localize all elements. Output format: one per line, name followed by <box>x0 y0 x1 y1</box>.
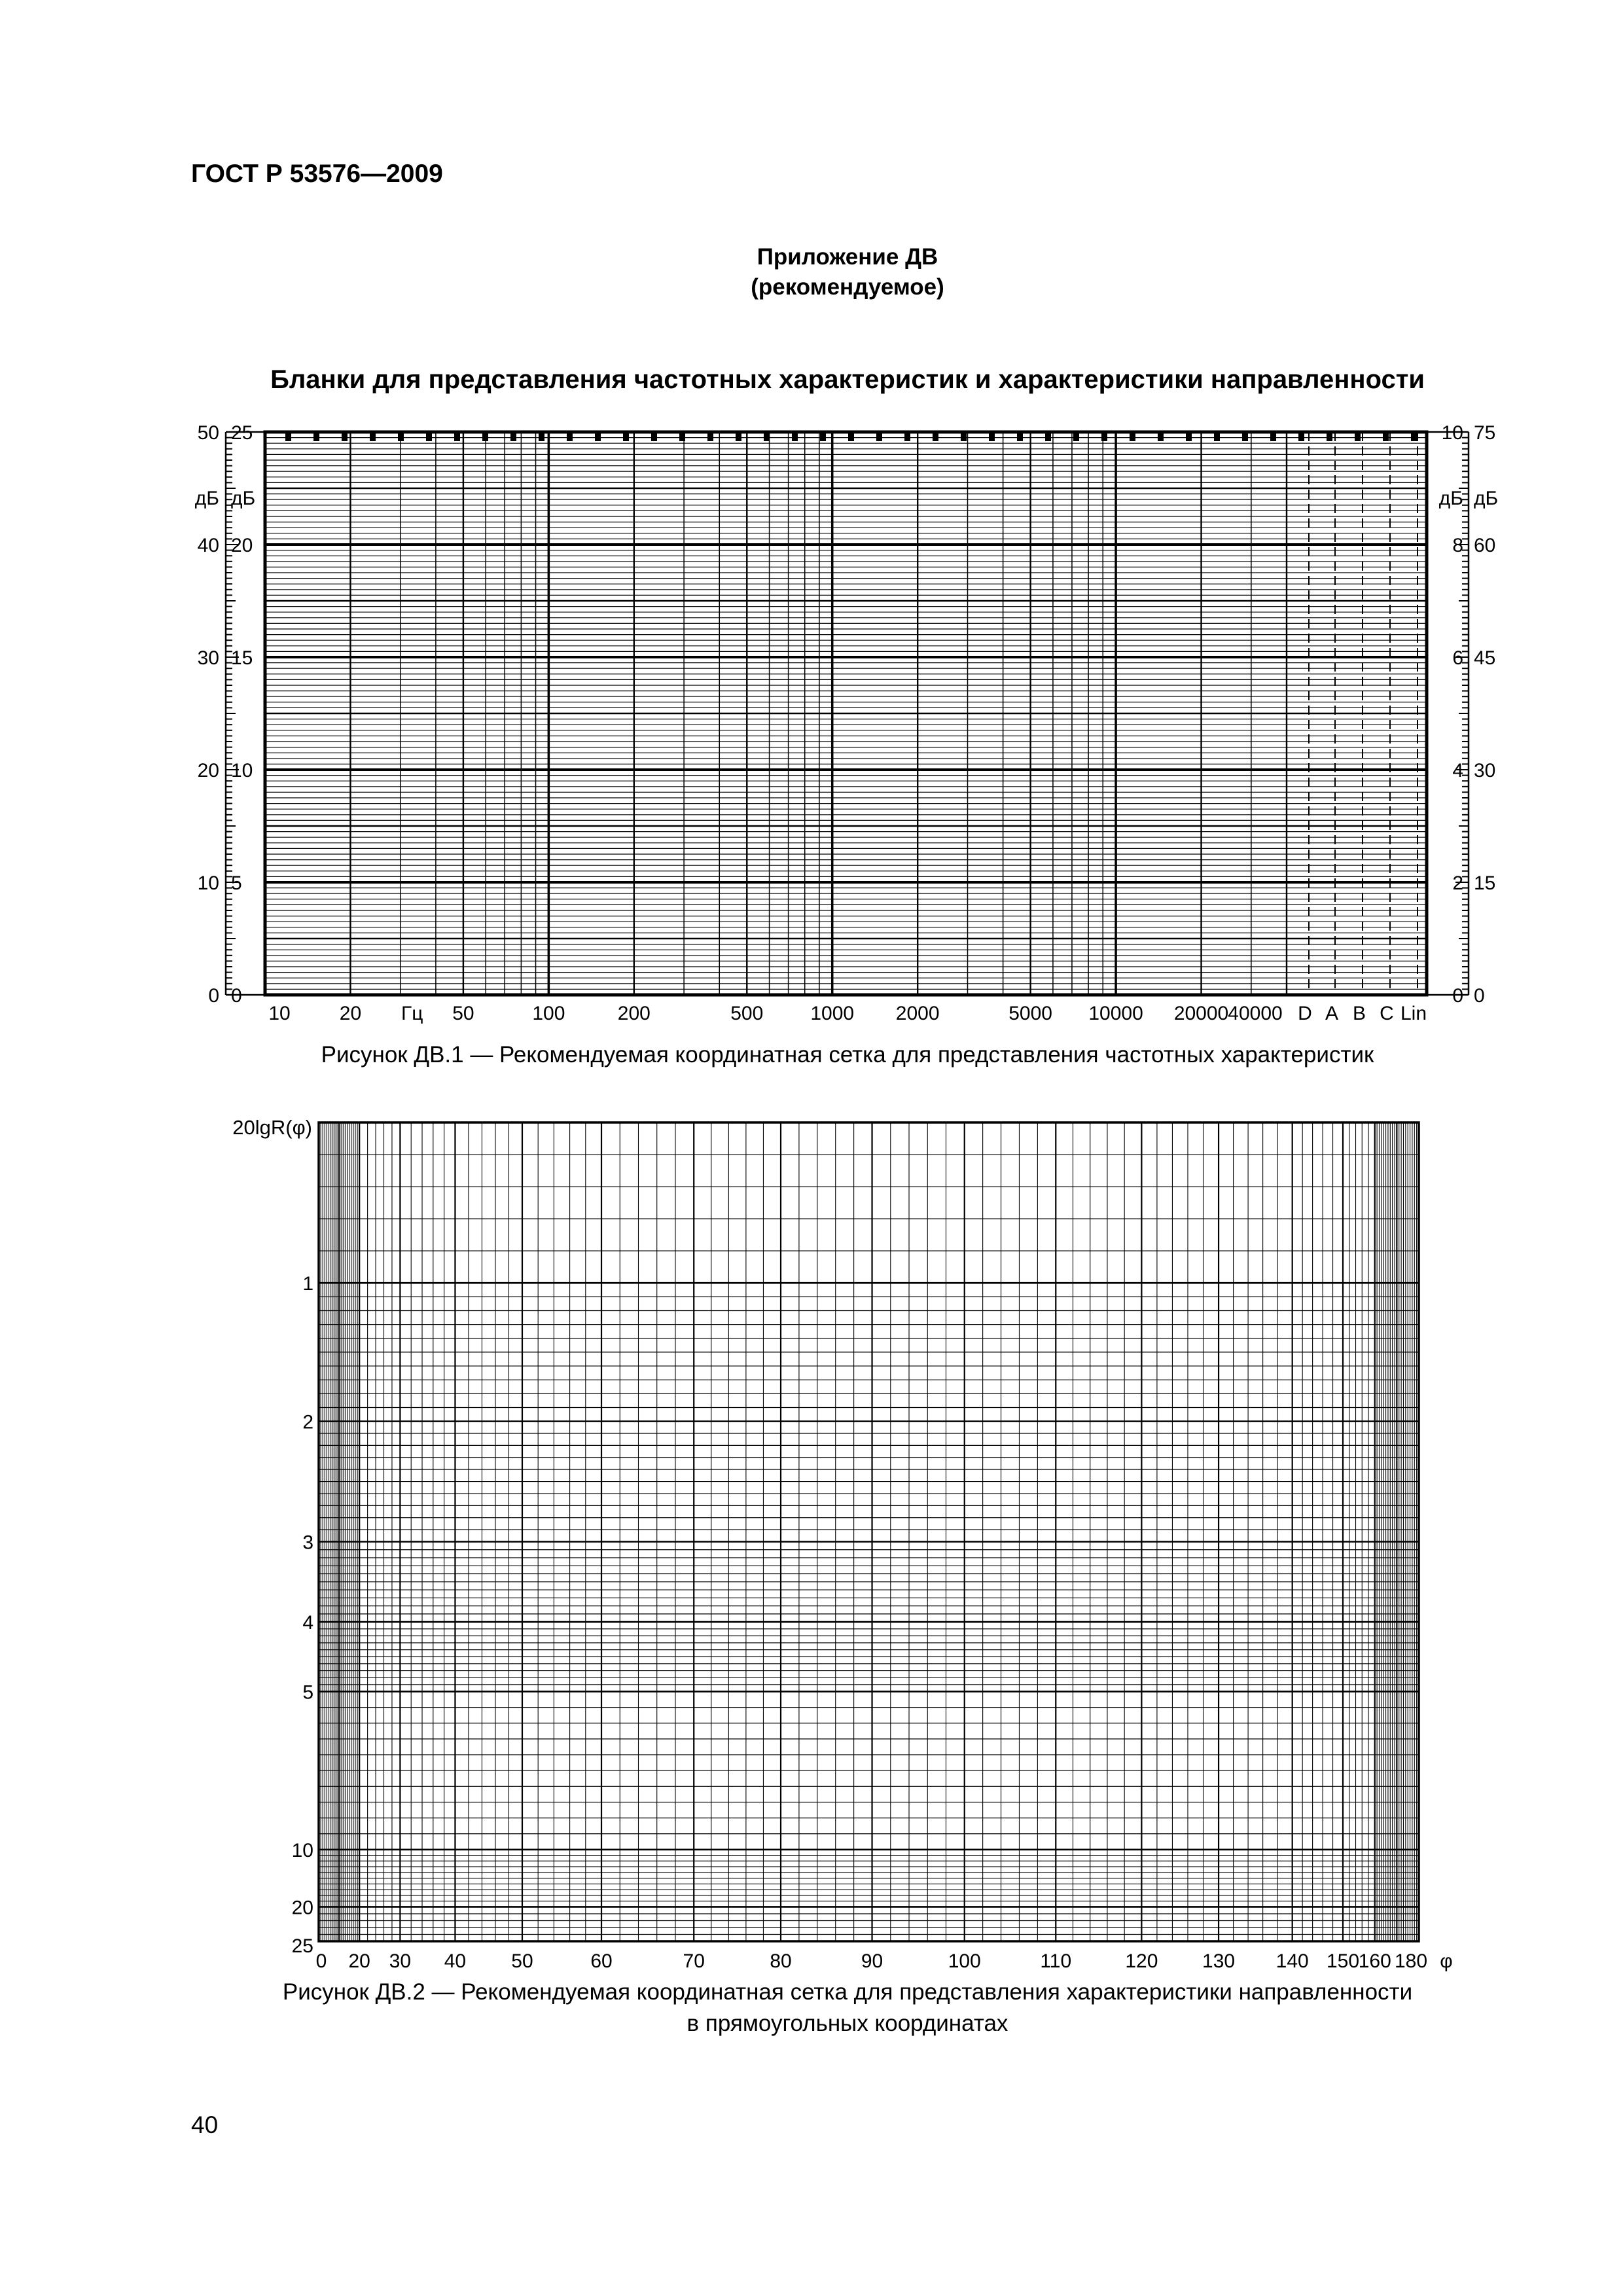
appendix-title: Приложение ДВ <box>757 244 938 270</box>
appendix-subtitle: (рекомендуемое) <box>751 274 944 300</box>
x-tick-label: 90 <box>861 1950 883 1972</box>
x-tick-label: 70 <box>683 1950 705 1972</box>
y-tick-label: 3 <box>302 1532 313 1554</box>
right-outer-scale-label: 75 <box>1474 422 1496 444</box>
y-tick-label: 20 <box>291 1897 313 1919</box>
x-tick-label: 50 <box>511 1950 533 1972</box>
frequency-tick-label: Гц <box>401 1003 423 1024</box>
x-tick-label: 150 <box>1326 1950 1360 1972</box>
directivity-grid-labels <box>232 1116 1452 1972</box>
frequency-tick-label: 40000 <box>1228 1003 1283 1024</box>
right-inner-scale-label: дБ <box>1438 488 1463 509</box>
figure2-caption <box>0 1977 1623 2039</box>
right-inner-scale-label: 8 <box>1452 535 1463 556</box>
y-tick-label: 10 <box>291 1839 313 1861</box>
frequency-tick-label: 2000 <box>895 1003 940 1024</box>
x-tick-label: 20 <box>348 1950 370 1972</box>
left-inner-scale-label: 5 <box>231 872 242 894</box>
frequency-tick-label: 5000 <box>1008 1003 1053 1024</box>
left-inner-scale-label: дБ <box>231 488 256 509</box>
right-outer-scale-label: 15 <box>1474 872 1496 894</box>
band-label: Lin <box>1400 1003 1427 1024</box>
right-outer-scale-label: 45 <box>1474 647 1496 669</box>
y-tick-label: 5 <box>302 1681 313 1704</box>
left-inner-scale-label: 20 <box>231 535 253 556</box>
left-outer-scale-label: 0 <box>208 985 219 1007</box>
page-number: 40 <box>191 2111 219 2138</box>
right-outer-scale-label: дБ <box>1474 488 1499 509</box>
right-outer-scale-label: 30 <box>1474 760 1496 781</box>
band-label: C <box>1380 1003 1394 1024</box>
frequency-tick-label: 200 <box>617 1003 651 1024</box>
x-tick-label: 160 <box>1358 1950 1391 1972</box>
x-unit-label: φ <box>1440 1950 1453 1972</box>
band-label: D <box>1298 1003 1312 1024</box>
left-inner-scale-label: 10 <box>231 760 253 781</box>
x-tick-label: 180 <box>1394 1950 1428 1972</box>
x-tick-label: 60 <box>590 1950 613 1972</box>
right-outer-scale-label: 60 <box>1474 535 1496 556</box>
section-title: Бланки для представления частотных характеристик и характеристики направленности <box>270 365 1425 394</box>
left-outer-scale-label: 40 <box>197 535 219 556</box>
frequency-tick-label: 10 <box>268 1003 291 1024</box>
frequency-tick-label: 500 <box>730 1003 764 1024</box>
x-tick-label: 140 <box>1275 1950 1309 1972</box>
y-axis-title: 20lgR(φ) <box>232 1116 312 1139</box>
left-outer-scale-label: 30 <box>197 647 219 669</box>
right-inner-scale-label: 4 <box>1452 760 1463 781</box>
x-tick-label: 80 <box>770 1950 792 1972</box>
right-outer-scale-label: 0 <box>1474 985 1485 1007</box>
x-tick-label: 30 <box>389 1950 412 1972</box>
band-label: B <box>1352 1003 1366 1024</box>
left-outer-scale-label: 50 <box>197 422 219 444</box>
document-id: ГОСТ Р 53576—2009 <box>191 160 443 188</box>
left-outer-scale-label: дБ <box>194 488 219 509</box>
left-inner-scale-label: 15 <box>231 647 253 669</box>
frequency-tick-label: 20000 <box>1173 1003 1229 1024</box>
y-tick-label: 4 <box>302 1612 313 1634</box>
frequency-tick-label: 50 <box>452 1003 474 1024</box>
frequency-tick-label: 10000 <box>1088 1003 1143 1024</box>
frequency-tick-label: 1000 <box>810 1003 855 1024</box>
frequency-tick-label: 20 <box>339 1003 362 1024</box>
right-inner-scale-label: 10 <box>1441 422 1463 444</box>
left-outer-scale-label: 10 <box>197 872 219 894</box>
x-tick-label: 110 <box>1040 1950 1072 1972</box>
x-tick-label: 130 <box>1202 1950 1236 1972</box>
right-inner-scale-label: 0 <box>1452 985 1463 1007</box>
right-inner-scale-label: 6 <box>1452 647 1463 669</box>
right-inner-scale-label: 2 <box>1452 872 1463 894</box>
x-tick-label: 0 <box>315 1950 327 1972</box>
grid-frame <box>319 1122 1419 1941</box>
left-inner-scale-label: 0 <box>231 985 242 1007</box>
directivity-grid-lines <box>319 1122 1419 1941</box>
y-tick-label: 1 <box>302 1273 313 1295</box>
frequency-tick-label: 100 <box>532 1003 565 1024</box>
figure2-caption-line1: Рисунок ДВ.2 — Рекомендуемая координатная сетка для представления характеристики направленности <box>282 1979 1413 2005</box>
y-tick-label: 25 <box>291 1935 313 1957</box>
y-tick-label: 2 <box>302 1411 313 1433</box>
x-tick-label: 120 <box>1125 1950 1158 1972</box>
x-tick-label: 40 <box>444 1950 467 1972</box>
left-outer-scale-label: 20 <box>197 760 219 781</box>
figure2-caption-line2: в прямоугольных координатах <box>687 2011 1008 2036</box>
figure1-caption: Рисунок ДВ.1 — Рекомендуемая координатная сетка для представления частотных характеристик <box>321 1042 1374 1067</box>
x-tick-label: 100 <box>948 1950 981 1972</box>
band-label: A <box>1325 1003 1339 1024</box>
left-inner-scale-label: 25 <box>231 422 253 444</box>
